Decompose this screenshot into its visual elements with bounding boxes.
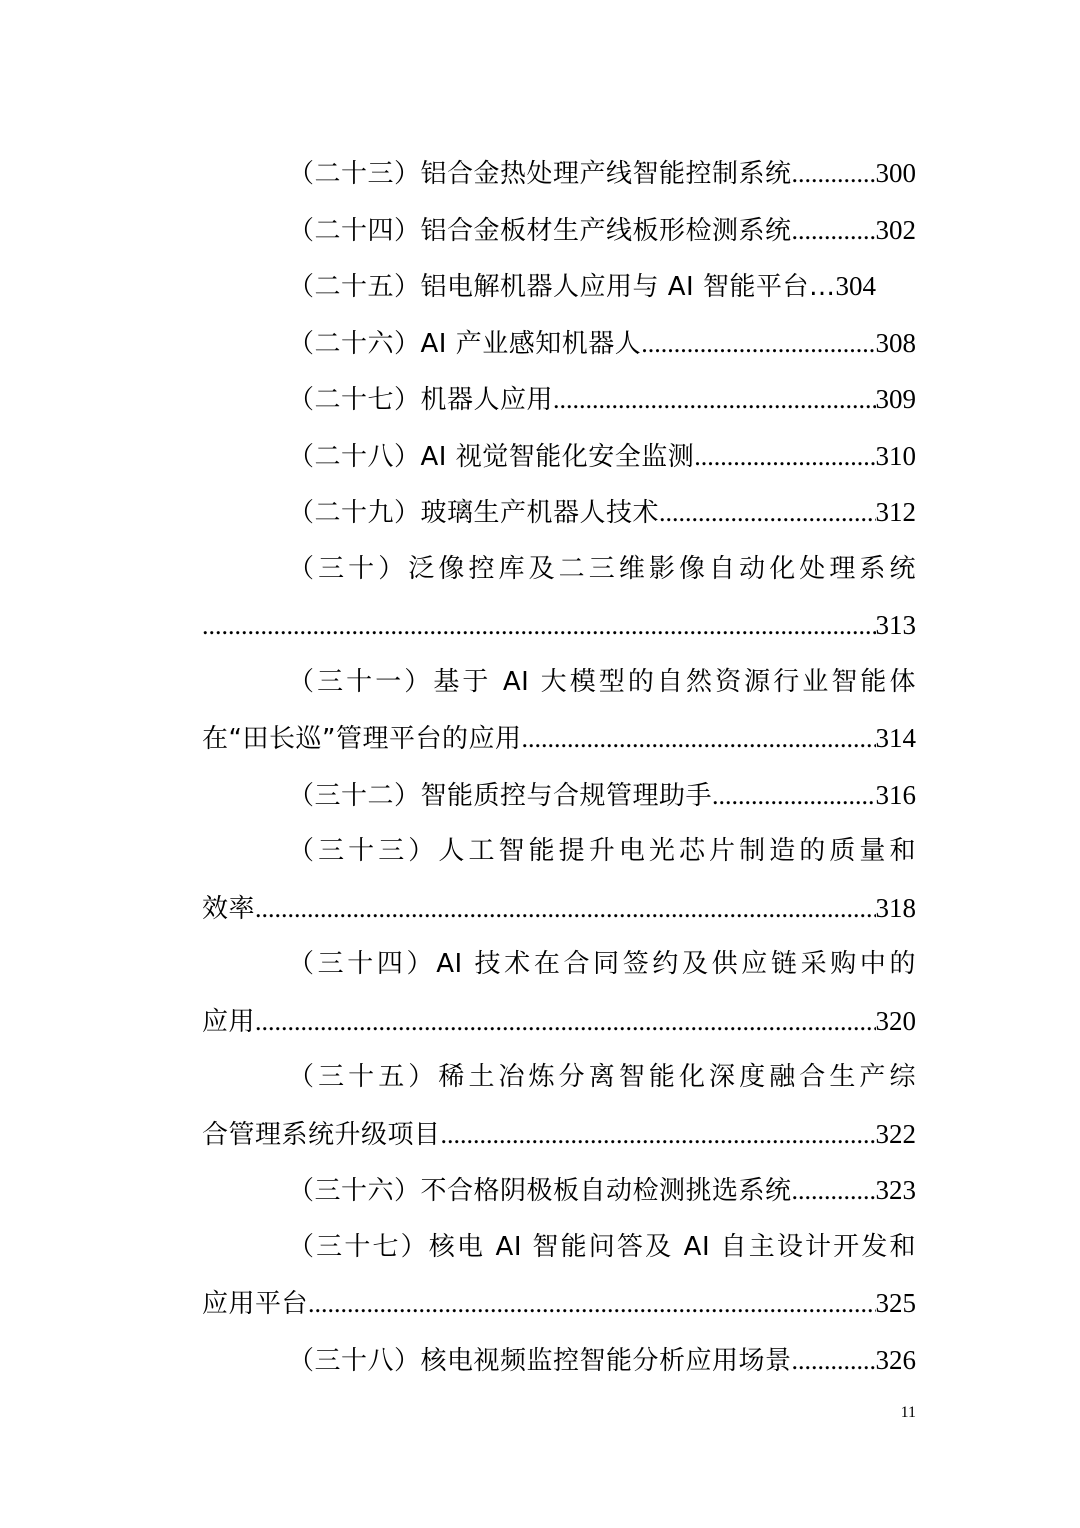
toc-entry-title: （二十六）AI 产业感知机器人 xyxy=(288,328,642,359)
toc-entry-line xyxy=(202,1219,916,1276)
toc-entry-title: 效率 xyxy=(202,893,256,924)
toc-dot-leader xyxy=(441,1107,876,1163)
toc-entry-title: 应用平台 xyxy=(202,1289,309,1319)
toc-entry-line xyxy=(202,654,916,711)
toc-entry-line xyxy=(202,1106,916,1163)
toc-entry-line xyxy=(202,1275,916,1332)
toc-entry-title: 应用 xyxy=(202,1006,256,1037)
toc-page-number: 309 xyxy=(875,384,916,414)
toc-page-number: 325 xyxy=(875,1288,916,1318)
table-of-contents xyxy=(202,145,916,1388)
toc-page-number: 323 xyxy=(875,1175,916,1205)
toc-dot-leader xyxy=(255,994,875,1050)
toc-entry-title: （二十八）AI 视觉智能化安全监测 xyxy=(288,441,695,472)
toc-page-number: 322 xyxy=(875,1118,916,1149)
toc-entry-line xyxy=(202,315,916,372)
toc-page-number: 304 xyxy=(835,271,876,301)
toc-entry-line xyxy=(202,597,916,654)
page-number: 11 xyxy=(900,1404,916,1421)
toc-entry-line xyxy=(202,767,916,824)
toc-page-number: 302 xyxy=(875,214,916,245)
toc-dot-leader xyxy=(792,1333,876,1389)
toc-entry-line xyxy=(202,1162,916,1219)
toc-entry-title: （三十八）核电视频监控智能分析应用场景 xyxy=(288,1345,792,1376)
toc-page-number: 308 xyxy=(875,327,916,358)
toc-entry-line xyxy=(202,541,916,598)
toc-entry-line xyxy=(202,710,916,767)
toc-entry-title: （二十三）铝合金热处理产线智能控制系统 xyxy=(288,159,792,189)
toc-entry-line xyxy=(202,371,916,428)
toc-entry-title: （二十九）玻璃生产机器人技术 xyxy=(288,498,660,528)
toc-entry-title: （三十）泛像控库及二三维影像自动化处理系统 xyxy=(288,553,916,584)
toc-page-number: 316 xyxy=(875,779,916,810)
toc-entry-title: （三十三）人工智能提升电光芯片制造的质量和 xyxy=(288,836,916,866)
toc-entry-title: （二十四）铝合金板材生产线板形检测系统 xyxy=(288,215,792,246)
toc-dot-leader xyxy=(792,146,876,202)
toc-dot-leader xyxy=(659,485,875,541)
toc-dot-leader xyxy=(792,203,876,259)
toc-entry-line xyxy=(202,484,916,541)
toc-dot-leader xyxy=(202,598,876,654)
toc-entry-title: （三十六）不合格阴极板自动检测挑选系统 xyxy=(288,1176,792,1206)
toc-entry-line xyxy=(202,145,916,202)
toc-dot-leader xyxy=(521,711,875,767)
toc-page-number: 300 xyxy=(875,158,916,188)
toc-dot-leader xyxy=(308,1276,875,1332)
toc-entry-title: （三十一）基于 AI 大模型的自然资源行业智能体 xyxy=(288,666,916,697)
toc-page-number: 310 xyxy=(875,440,916,471)
toc-entry-title: 合管理系统升级项目 xyxy=(202,1119,441,1150)
toc-entry-line xyxy=(202,202,916,259)
toc-entry-title: （三十四）AI 技术在合同签约及供应链采购中的 xyxy=(288,949,916,979)
toc-dot-leader xyxy=(694,429,875,485)
toc-entry-title: （二十五）铝电解机器人应用与 AI 智能平台… xyxy=(288,272,836,302)
toc-dot-leader xyxy=(712,768,875,824)
toc-entry-title: 在“田长巡”管理平台的应用 xyxy=(202,724,522,754)
toc-entry-line xyxy=(202,1049,916,1106)
toc-entry-title: （二十七）机器人应用 xyxy=(288,385,554,415)
toc-page-number: 318 xyxy=(875,892,916,923)
toc-entry-line xyxy=(202,823,916,880)
toc-entry-line xyxy=(202,993,916,1050)
toc-dot-leader xyxy=(255,881,875,937)
toc-page-number: 320 xyxy=(875,1005,916,1036)
toc-dot-leader xyxy=(641,316,875,372)
toc-page-number: 312 xyxy=(875,497,916,527)
toc-entry-title: （三十七）核电 AI 智能问答及 AI 自主设计开发和 xyxy=(288,1231,916,1262)
toc-page-number: 314 xyxy=(875,723,916,753)
toc-entry-title: （三十二）智能质控与合规管理助手 xyxy=(288,780,713,811)
toc-page-number: 326 xyxy=(875,1344,916,1375)
toc-entry-line xyxy=(202,258,916,315)
toc-entry-title: （三十五）稀土冶炼分离智能化深度融合生产综 xyxy=(288,1062,916,1092)
toc-dot-leader xyxy=(553,372,875,428)
toc-entry-line xyxy=(202,880,916,937)
toc-entry-line xyxy=(202,428,916,485)
toc-entry-line xyxy=(202,936,916,993)
toc-entry-line xyxy=(202,1332,916,1389)
toc-dot-leader xyxy=(792,1163,876,1219)
toc-page-number: 313 xyxy=(875,610,916,640)
